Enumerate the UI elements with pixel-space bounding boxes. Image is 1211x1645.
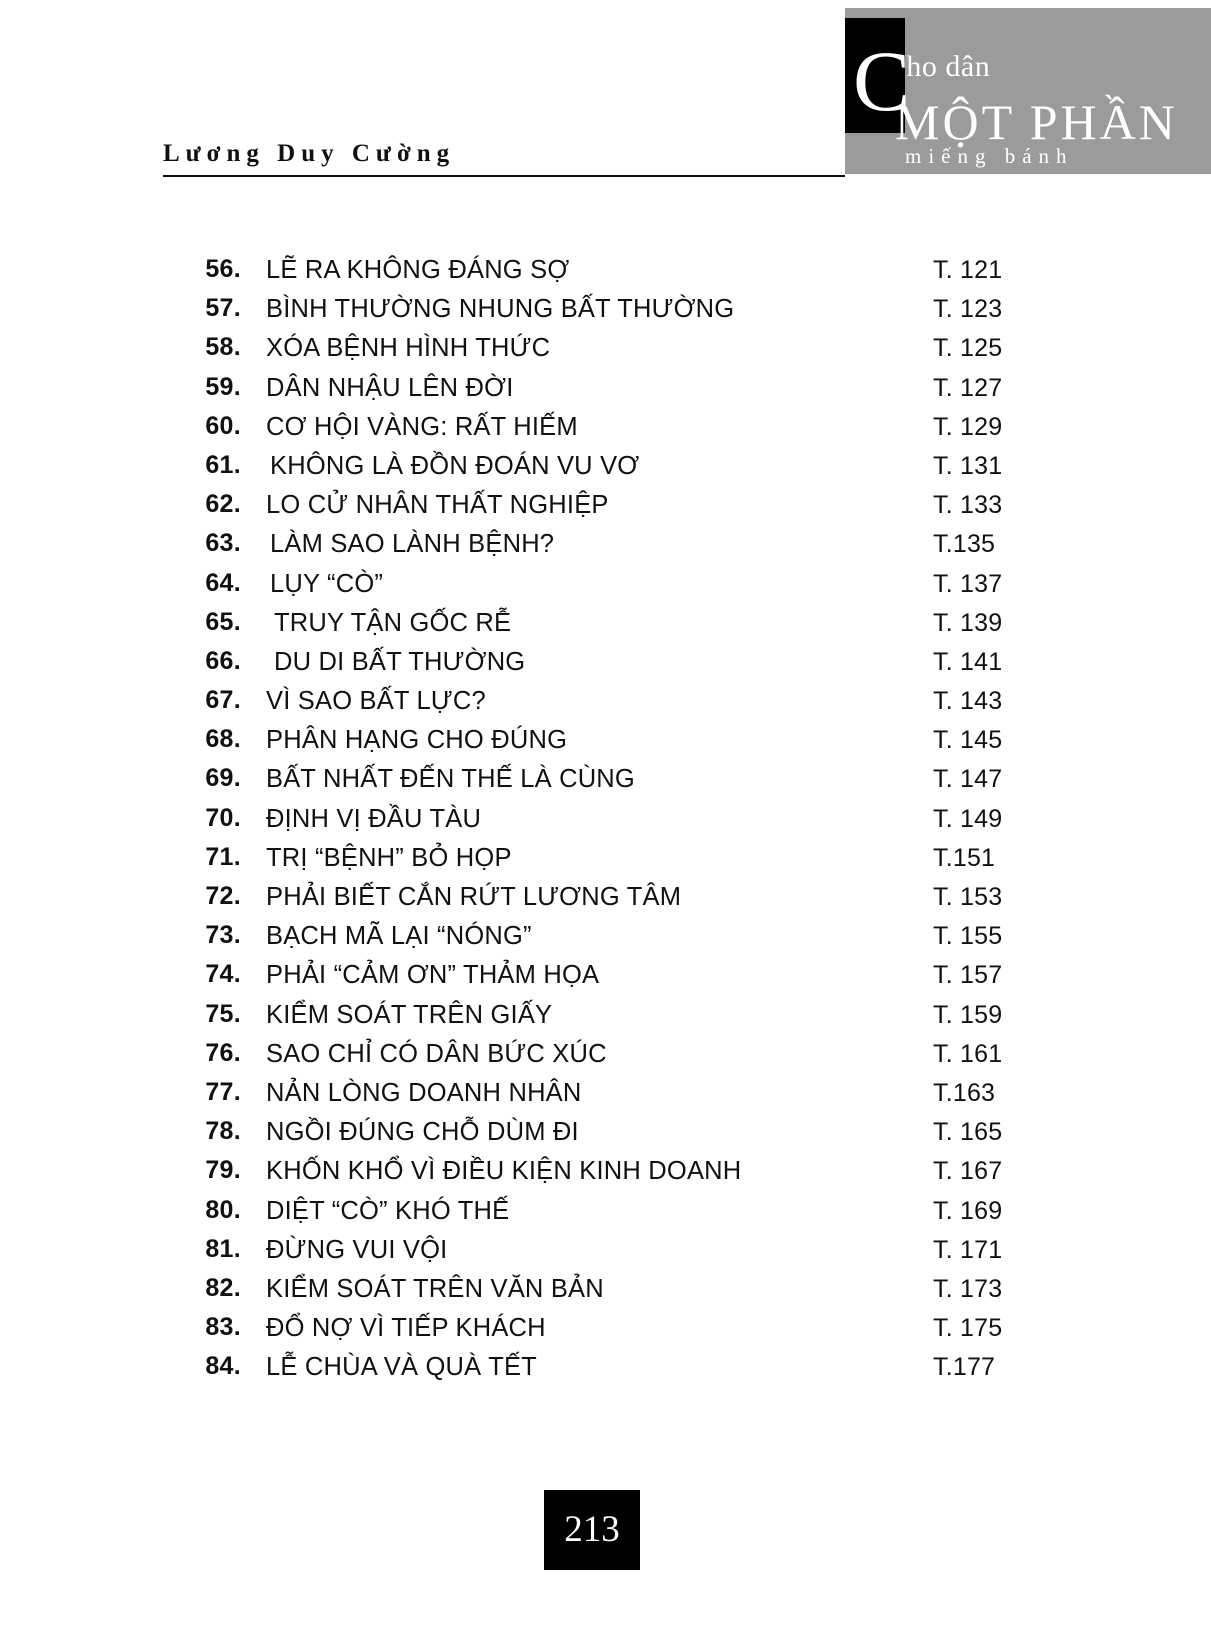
toc-entry-page: T. 157 (933, 961, 1003, 990)
toc-entry[interactable] (163, 294, 1043, 333)
toc-entry-title: KIỂM SOÁT TRÊN GIẤY (266, 1000, 553, 1029)
toc-entry-page: T. 161 (933, 1039, 1003, 1068)
toc-entry-number: 60. (205, 411, 241, 440)
toc-entry-title: ĐỔ NỢ VÌ TIẾP KHÁCH (266, 1314, 546, 1343)
toc-entry[interactable] (163, 373, 1043, 412)
toc-entry-page: T. 141 (933, 647, 1003, 676)
toc-entry-number: 76. (205, 1038, 241, 1067)
toc-entry-page: T. 153 (933, 883, 1003, 911)
toc-entry[interactable] (163, 1000, 1043, 1039)
toc-entry-page: T. 143 (933, 687, 1003, 716)
toc-entry[interactable] (163, 1039, 1043, 1078)
toc-entry-title: CƠ HỘI VÀNG: RẤT HIẾM (266, 412, 578, 441)
toc-entry-page: T.151 (933, 843, 996, 872)
toc-entry-title: BẠCH MÃ LẠI “NÓNG” (266, 922, 532, 951)
toc-entry-title: LẼ RA KHÔNG ĐÁNG SỢ (266, 256, 570, 284)
toc-entry-number: 67. (205, 686, 241, 715)
toc-entry-page: T. 165 (933, 1118, 1003, 1147)
toc-entry-number: 73. (205, 921, 241, 950)
toc-entry-number: 63. (205, 529, 241, 558)
toc-entry-page: T. 139 (933, 608, 1003, 637)
toc-entry[interactable] (163, 882, 1043, 921)
toc-entry-number: 68. (205, 725, 241, 754)
toc-entry-title: PHẢI “CẢM ƠN” THẢM HỌA (266, 961, 600, 990)
brand-initial-letter: C (853, 33, 911, 129)
toc-entry[interactable] (163, 608, 1043, 647)
toc-entry-title: TRỊ “BỆNH” BỎ HỌP (266, 843, 512, 872)
toc-entry-title: TRUY TẬN GỐC RỄ (274, 608, 512, 637)
brand-line-three: miếng bánh (905, 144, 1074, 168)
toc-entry-page: T. 171 (933, 1235, 1003, 1264)
toc-entry-number: 56. (205, 255, 241, 283)
toc-entry-page: T. 173 (933, 1274, 1003, 1303)
toc-entry-title: KIỂM SOÁT TRÊN VĂN BẢN (266, 1274, 604, 1303)
toc-entry-number: 77. (205, 1077, 241, 1106)
toc-entry-title: LÀM SAO LÀNH BỆNH? (270, 530, 555, 559)
toc-entry[interactable] (163, 451, 1043, 490)
toc-entry[interactable] (163, 764, 1043, 803)
toc-entry-page: T. 149 (933, 804, 1003, 833)
toc-entry-number: 64. (205, 568, 241, 597)
toc-entry-title: KHÔNG LÀ ĐỒN ĐOÁN VU VƠ (270, 451, 640, 480)
toc-entry-page: T. 129 (933, 412, 1003, 441)
toc-entry-page: T. 155 (933, 922, 1003, 951)
toc-entry-title: LỤY “CÒ” (270, 569, 384, 598)
toc-entry-number: 75. (205, 999, 241, 1028)
toc-entry-number: 71. (205, 842, 241, 871)
toc-entry-number: 58. (205, 333, 241, 362)
toc-entry-page: T. 121 (933, 256, 1003, 284)
toc-entry-title: NẢN LÒNG DOANH NHÂN (266, 1078, 582, 1107)
toc-entry-title: LỄ CHÙA VÀ QUÀ TẾT (266, 1353, 537, 1382)
toc-entry[interactable] (163, 490, 1043, 529)
toc-entry-page: T. 167 (933, 1157, 1003, 1186)
toc-entry-title: ĐỊNH VỊ ĐẦU TÀU (266, 804, 482, 833)
toc-entry[interactable] (163, 333, 1043, 372)
toc-entry[interactable] (163, 804, 1043, 843)
toc-entry-number: 78. (205, 1117, 241, 1146)
toc-entry-page: T. 133 (933, 491, 1003, 520)
toc-entry-page: T. 127 (933, 373, 1003, 402)
toc-entry[interactable] (163, 725, 1043, 764)
toc-entry-title: LO CỬ NHÂN THẤT NGHIỆP (266, 491, 609, 520)
toc-entry[interactable] (163, 647, 1043, 686)
toc-entry-page: T. 123 (933, 295, 1003, 324)
toc-entry[interactable] (163, 1156, 1043, 1195)
toc-entry-number: 62. (205, 490, 241, 519)
toc-entry[interactable] (163, 1078, 1043, 1117)
toc-entry[interactable] (163, 960, 1043, 999)
book-title-logo (845, 8, 1211, 174)
toc-entry[interactable] (163, 412, 1043, 451)
toc-entry-number: 82. (205, 1273, 241, 1302)
toc-entry-page: T. 131 (933, 451, 1003, 480)
toc-entry-number: 74. (205, 960, 241, 989)
toc-entry-page: T. 145 (933, 726, 1003, 755)
toc-entry[interactable] (163, 1117, 1043, 1156)
toc-entry-title: NGỒI ĐÚNG CHỖ DÙM ĐI (266, 1118, 579, 1147)
toc-entry[interactable] (163, 1235, 1043, 1274)
toc-entry-page: T. 137 (933, 569, 1003, 598)
toc-entry-page: T. 125 (933, 334, 1003, 363)
toc-entry-number: 84. (205, 1352, 241, 1381)
toc-entry[interactable] (163, 1274, 1043, 1313)
toc-entry-number: 66. (205, 646, 241, 675)
toc-entry-number: 79. (205, 1156, 241, 1185)
toc-entry-number: 81. (205, 1234, 241, 1263)
toc-entry-page: T.163 (933, 1078, 996, 1107)
toc-entry-number: 61. (205, 450, 241, 479)
toc-entry[interactable] (163, 921, 1043, 960)
toc-entry-title: VÌ SAO BẤT LỰC? (266, 687, 486, 716)
toc-entry-title: BẤT NHẤT ĐẾN THẾ LÀ CÙNG (266, 765, 635, 794)
toc-entry-page: T.177 (933, 1353, 996, 1382)
brand-word-chodan: ho dân (906, 50, 991, 83)
toc-entry-title: BÌNH THƯỜNG NHUNG BẤT THƯỜNG (266, 295, 735, 324)
toc-entry-number: 83. (205, 1313, 241, 1342)
toc-entry[interactable] (163, 843, 1043, 882)
toc-entry[interactable] (163, 686, 1043, 725)
author-name: Lương Duy Cường (163, 140, 456, 167)
toc-entry-title: XÓA BỆNH HÌNH THỨC (266, 334, 551, 363)
toc-entry-title: DU DI BẤT THƯỜNG (274, 647, 526, 676)
toc-entry-page: T.135 (933, 530, 996, 559)
toc-entry-number: 69. (205, 764, 241, 793)
toc-entry-number: 72. (205, 882, 241, 910)
toc-entry-number: 65. (205, 607, 241, 636)
toc-entry-number: 59. (205, 372, 241, 401)
toc-entry-number: 57. (205, 294, 241, 323)
table-of-contents (163, 255, 1043, 1391)
toc-entry[interactable] (163, 1196, 1043, 1235)
toc-entry-title: DÂN NHẬU LÊN ĐỜI (266, 373, 514, 402)
toc-entry-page: T. 147 (933, 765, 1003, 794)
toc-entry-page: T. 175 (933, 1314, 1003, 1343)
toc-entry-title: DIỆT “CÒ” KHÓ THẾ (266, 1196, 510, 1225)
toc-entry[interactable] (163, 1313, 1043, 1352)
toc-entry-number: 70. (205, 803, 241, 832)
toc-entry[interactable] (163, 569, 1043, 608)
toc-entry-title: PHẢI BIẾT CẮN RỨT LƯƠNG TÂM (266, 883, 682, 911)
brand-line-two: MỘT PHẦN (895, 94, 1178, 150)
toc-entry-title: ĐỪNG VUI VỘI (266, 1235, 448, 1264)
toc-entry[interactable] (163, 1352, 1043, 1391)
header-divider (163, 175, 845, 177)
toc-entry-page: T. 159 (933, 1000, 1003, 1029)
toc-entry-title: SAO CHỈ CÓ DÂN BỨC XÚC (266, 1039, 607, 1068)
toc-entry-title: KHỐN KHỔ VÌ ĐIỀU KIỆN KINH DOANH (266, 1157, 742, 1186)
toc-entry-number: 80. (205, 1195, 241, 1224)
toc-entry[interactable] (163, 529, 1043, 568)
toc-entry-page: T. 169 (933, 1196, 1003, 1225)
toc-entry[interactable] (163, 255, 1043, 294)
toc-entry-title: PHÂN HẠNG CHO ĐÚNG (266, 726, 568, 755)
page-number: 213 (564, 1509, 620, 1550)
